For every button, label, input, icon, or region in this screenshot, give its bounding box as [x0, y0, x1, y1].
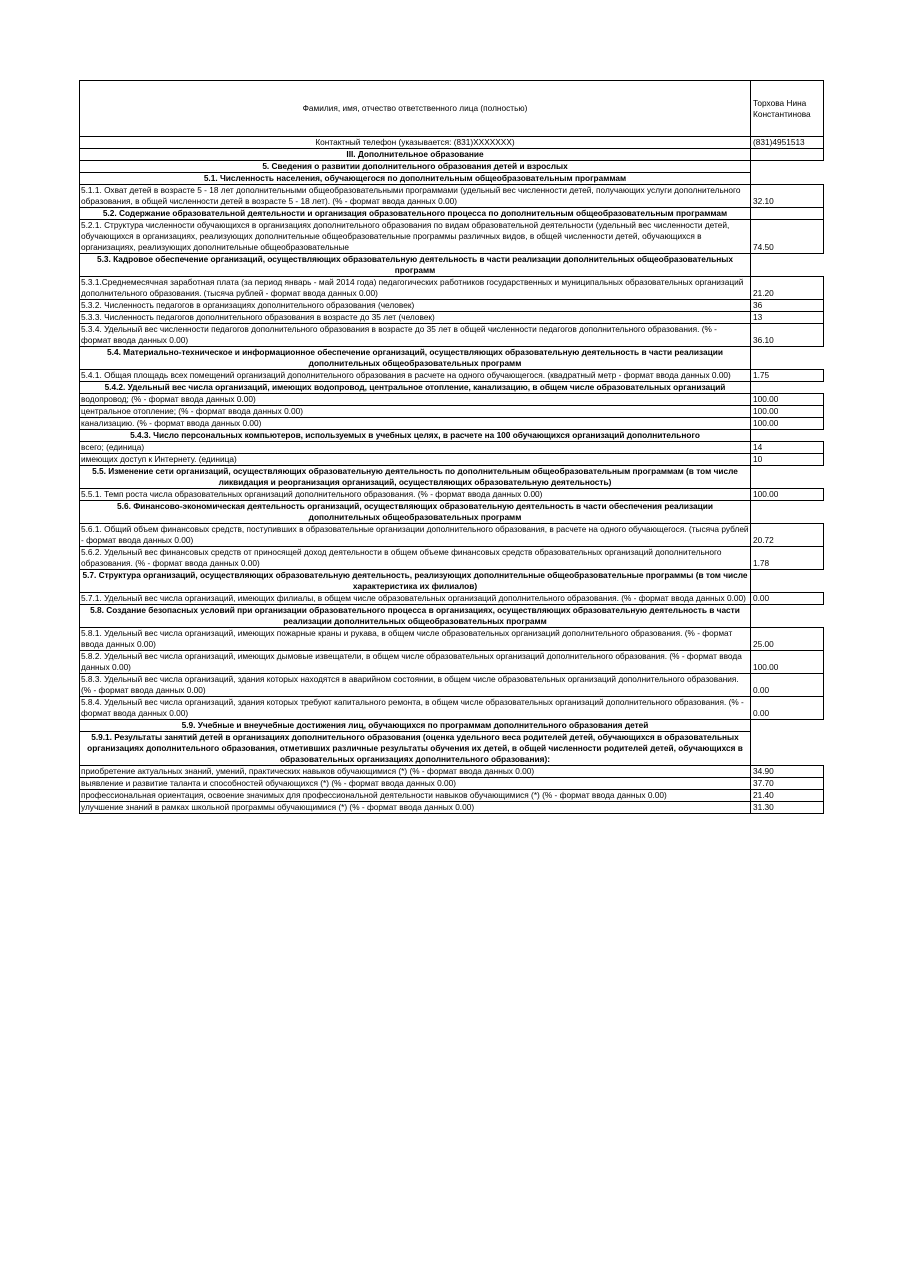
section-heading: 5.8. Создание безопасных условий при организации образовательного процесса в организациях, осуществляющих образовательную деятельность в части реализации дополнительных общеобразовательных программ — [80, 605, 751, 628]
indicator-label: всего; (единица) — [80, 442, 751, 454]
indicator-label: выявление и развитие таланта и способностей обучающихся (*) (% - формат ввода данных 0.00) — [80, 778, 751, 790]
section-heading: 5.3. Кадровое обеспечение организаций, осуществляющих образовательную деятельность в части реализации дополнительных общеобразовательных программ — [80, 254, 751, 277]
indicator-row — [80, 370, 824, 382]
phone-row — [80, 137, 824, 149]
indicator-value[interactable]: 20.72 — [751, 524, 824, 547]
indicator-label: 5.3.4. Удельный вес численности педагогов дополнительного образования в возрасте до 35 лет в общей численности педагогов дополнительного образования. (% - формат ввода данных 0.00) — [80, 324, 751, 347]
phone-label: Контактный телефон (указывается: (831)XXXXXXX) — [80, 137, 751, 149]
section-heading: 5. Сведения о развитии дополнительного образования детей и взрослых — [80, 161, 751, 173]
section-heading-row — [80, 161, 824, 173]
indicator-value[interactable]: 21.40 — [751, 790, 824, 802]
indicator-row — [80, 300, 824, 312]
section-heading-row — [80, 254, 824, 277]
indicator-row — [80, 593, 824, 605]
section-heading: 5.5. Изменение сети организаций, осуществляющих образовательную деятельность по дополнительным общеобразовательным программам (в том числе ликвидация и реорганизация организаций, осуществляющих образовательную деятельность) — [80, 466, 751, 489]
section-heading: 5.9. Учебные и внеучебные достижения лиц, обучающихся по программам дополнительного образования детей — [80, 720, 751, 732]
indicator-label: 5.8.3. Удельный вес числа организаций, здания которых находятся в аварийном состоянии, в общем числе образовательных организаций дополнительного образования. (% - формат ввода данных 0.00) — [80, 674, 751, 697]
section-heading: 5.4.3. Число персональных компьютеров, используемых в учебных целях, в расчете на 100 обучающихся организаций дополнительного — [80, 430, 751, 442]
indicator-value[interactable]: 0.00 — [751, 674, 824, 697]
indicator-row — [80, 454, 824, 466]
indicator-row — [80, 651, 824, 674]
heading-value-cell — [751, 720, 824, 732]
indicator-row — [80, 778, 824, 790]
indicator-label: 5.3.3. Численность педагогов дополнительного образования в возрасте до 35 лет (человек) — [80, 312, 751, 324]
indicator-row — [80, 312, 824, 324]
indicator-value[interactable]: 100.00 — [751, 394, 824, 406]
section-heading-row — [80, 382, 824, 394]
heading-value-cell — [751, 161, 824, 173]
indicator-value[interactable]: 14 — [751, 442, 824, 454]
section-heading: 5.2. Содержание образовательной деятельности и организация образовательного процесса по дополнительным общеобразовательным программам — [80, 208, 751, 220]
indicator-label: профессиональная ориентация, освоение значимых для профессиональной деятельности навыков обучающимися (*) (% - формат ввода данных 0.00) — [80, 790, 751, 802]
indicator-row — [80, 802, 824, 814]
indicator-row — [80, 442, 824, 454]
indicator-value[interactable]: 10 — [751, 454, 824, 466]
section-heading-row — [80, 570, 824, 593]
indicator-label: 5.6.2. Удельный вес финансовых средств от приносящей доход деятельности в общем объеме финансовых средств образовательных организаций дополнительного образования. (% - формат ввода данных 0.00) — [80, 547, 751, 570]
indicator-value[interactable]: 100.00 — [751, 651, 824, 674]
indicator-row — [80, 324, 824, 347]
indicator-label: 5.8.2. Удельный вес числа организаций, имеющих дымовые извещатели, в общем числе образовательных организаций дополнительного образования. (% - формат ввода данных 0.00) — [80, 651, 751, 674]
indicator-label: канализацию. (% - формат ввода данных 0.00) — [80, 418, 751, 430]
indicator-row — [80, 185, 824, 208]
section-heading: 5.6. Финансово-экономическая деятельность организаций, осуществляющих образовательную деятельность в части обеспечения реализации дополнительных общеобразовательных программ — [80, 501, 751, 524]
report-table-body — [80, 81, 824, 814]
indicator-value[interactable]: 74.50 — [751, 220, 824, 254]
section-heading: 5.4.2. Удельный вес числа организаций, имеющих водопровод, центральное отопление, канализацию, в общем числе образовательных организаций — [80, 382, 751, 394]
section-heading-row — [80, 605, 824, 628]
heading-value-cell — [751, 732, 824, 766]
indicator-value[interactable]: 31.30 — [751, 802, 824, 814]
indicator-row — [80, 766, 824, 778]
indicator-label: 5.6.1. Общий объем финансовых средств, поступивших в образовательные организации дополнительного образования, в расчете на одного обучающегося. (тысяча рублей - формат ввода данных 0.00) — [81, 524, 749, 545]
indicator-value[interactable]: 34.90 — [751, 766, 824, 778]
section-heading-row — [80, 501, 824, 524]
indicator-value[interactable]: 0.00 — [751, 593, 824, 605]
indicator-row — [80, 547, 824, 570]
indicator-value[interactable]: 100.00 — [751, 489, 824, 501]
heading-value-cell — [751, 208, 824, 220]
indicator-value[interactable]: 13 — [751, 312, 824, 324]
indicator-label: 5.3.2. Численность педагогов в организациях дополнительного образования (человек) — [80, 300, 751, 312]
indicator-row — [80, 394, 824, 406]
section-heading-row — [80, 720, 824, 732]
phone-value[interactable]: (831)4951513 — [751, 137, 824, 149]
indicator-label: 5.8.4. Удельный вес числа организаций, здания которых требуют капитального ремонта, в общем числе образовательных организаций дополнительного образования. (% - формат ввода данных 0.00) — [80, 697, 751, 720]
indicator-row — [80, 277, 824, 300]
indicator-value[interactable]: 32.10 — [751, 185, 824, 208]
indicator-row — [80, 790, 824, 802]
section-heading: 5.9.1. Результаты занятий детей в организациях дополнительного образования (оценка удельного веса родителей детей, обучающихся в образовательных организациях дополнительного образования, отметивших различные результаты обучения их детей, в общей численности родителей детей, обучающихся в образовательных организациях дополнительного образования): — [80, 732, 751, 766]
indicator-value[interactable]: 0.00 — [751, 697, 824, 720]
indicator-label: 5.5.1. Темп роста числа образовательных организаций дополнительного образования. (% - формат ввода данных 0.00) — [80, 489, 751, 501]
report-sheet — [79, 80, 823, 814]
section-heading: 5.4. Материально-техническое и информационное обеспечение организаций, осуществляющих образовательную деятельность в части реализации дополнительных общеобразовательных программ — [80, 347, 751, 370]
indicator-row — [80, 674, 824, 697]
section-heading-row — [80, 466, 824, 489]
fio-label: Фамилия, имя, отчество ответственного лица (полностью) — [80, 81, 751, 137]
indicator-label: имеющих доступ к Интернету. (единица) — [80, 454, 751, 466]
section-heading: III. Дополнительное образование — [80, 149, 751, 161]
indicator-row — [80, 628, 824, 651]
indicator-label: 5.1.1. Охват детей в возрасте 5 - 18 лет дополнительными общеобразовательными программами (удельный вес численности детей, получающих услуги дополнительного образования, в общей численности детей в возрасте 5 - 18 лет). (% - формат ввода данных 0.00) — [80, 185, 751, 208]
indicator-label: центральное отопление; (% - формат ввода данных 0.00) — [80, 406, 751, 418]
indicator-value[interactable]: 36.10 — [751, 324, 824, 347]
indicator-row — [80, 697, 824, 720]
indicator-value[interactable]: 21.20 — [751, 277, 824, 300]
indicator-row — [80, 220, 824, 254]
indicator-value[interactable]: 25.00 — [751, 628, 824, 651]
fio-row — [80, 81, 824, 137]
heading-value-cell — [751, 173, 824, 185]
section-heading-row — [80, 173, 824, 185]
section-heading-row — [80, 347, 824, 370]
section-heading-row — [80, 732, 824, 766]
indicator-row — [80, 524, 824, 547]
fio-value[interactable]: Торхова Нина Константинова — [751, 81, 824, 137]
indicator-label: 5.2.1. Структура численности обучающихся в организациях дополнительного образования по видам образовательной деятельности (удельный вес численности детей, обучающихся в организациях, реализующих дополнительные общеобразовательные программы различных видов, в общей численности детей, обучающихся в организациях, реализующих дополнительные общеобразовательные — [80, 220, 751, 254]
heading-value-cell — [751, 501, 824, 524]
report-table — [79, 80, 824, 814]
indicator-value[interactable]: 1.78 — [751, 547, 824, 570]
section-heading: 5.1. Численность населения, обучающегося по дополнительным общеобразовательным программам — [80, 173, 751, 185]
indicator-row — [80, 418, 824, 430]
heading-value-cell — [751, 430, 824, 442]
heading-value-cell — [751, 570, 824, 593]
indicator-label: приобретение актуальных знаний, умений, практических навыков обучающимися (*) (% - формат ввода данных 0.00) — [80, 766, 751, 778]
indicator-label: 5.4.1. Общая площадь всех помещений организаций дополнительного образования в расчете на одного обучающегося. (квадратный метр - формат ввода данных 0.00) — [80, 370, 751, 382]
section-heading-row — [80, 149, 824, 161]
indicator-value[interactable]: 36 — [751, 300, 824, 312]
section-heading-row — [80, 208, 824, 220]
indicator-value[interactable]: 37.70 — [751, 778, 824, 790]
indicator-label: улучшение знаний в рамках школьной программы обучающимися (*) (% - формат ввода данных 0.00) — [80, 802, 751, 814]
indicator-value[interactable]: 100.00 — [751, 406, 824, 418]
heading-value-cell — [751, 466, 824, 489]
heading-value-cell — [751, 605, 824, 628]
indicator-label: водопровод; (% - формат ввода данных 0.00) — [80, 394, 751, 406]
indicator-label: 5.3.1.Среднемесячная заработная плата (за период январь - май 2014 года) педагогических работников государственных и муниципальных образовательных организаций дополнительного образования. (тысяча рублей - формат ввода данных 0.00) — [80, 277, 751, 300]
heading-value-cell — [751, 149, 824, 161]
indicator-label: 5.7.1. Удельный вес числа организаций, имеющих филиалы, в общем числе образовательных организаций дополнительного образования. (% - формат ввода данных 0.00) — [80, 593, 751, 605]
indicator-row — [80, 489, 824, 501]
indicator-label: 5.8.1. Удельный вес числа организаций, имеющих пожарные краны и рукава, в общем числе образовательных организаций дополнительного образования. (% - формат ввода данных 0.00) — [80, 628, 751, 651]
section-heading: 5.7. Структура организаций, осуществляющих образовательную деятельность, реализующих дополнительные общеобразовательные программы (в том числе характеристика их филиалов) — [80, 570, 751, 593]
indicator-value[interactable]: 1.75 — [751, 370, 824, 382]
indicator-value[interactable]: 100.00 — [751, 418, 824, 430]
heading-value-cell — [751, 347, 824, 370]
heading-value-cell — [751, 382, 824, 394]
indicator-row — [80, 406, 824, 418]
section-heading-row — [80, 430, 824, 442]
heading-value-cell — [751, 254, 824, 277]
